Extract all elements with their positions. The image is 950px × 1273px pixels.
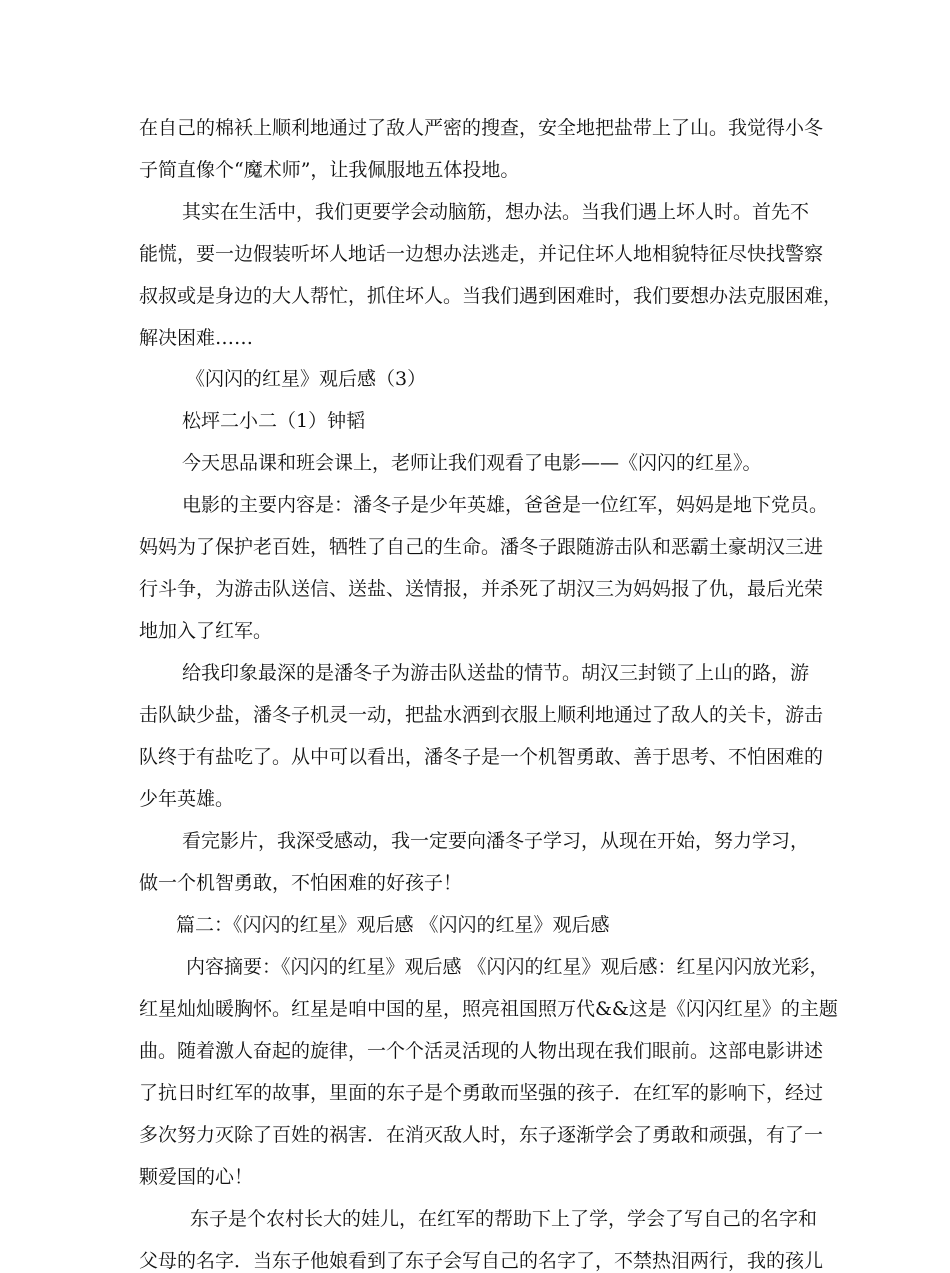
section-heading: 篇二：《闪闪的红星》观后感 《闪闪的红星》观后感 bbox=[176, 914, 610, 936]
text-line: 在自己的棉袄上顺利地通过了敌人严密的搜查，安全地把盐带上了山。我觉得小冬 bbox=[139, 117, 824, 139]
text-line: 其实在生活中，我们更要学会动脑筋，想办法。当我们遇上坏人时。首先不 bbox=[182, 201, 810, 223]
text-line: 父母的名字．当东子他娘看到了东子会写自己的名字了，不禁热泪两行，我的孩儿 bbox=[139, 1250, 824, 1272]
section-heading: 《闪闪的红星》观后感（3） bbox=[186, 368, 427, 390]
text-line: 颗爱国的心！ bbox=[139, 1166, 254, 1188]
text-line: 今天思品课和班会课上，老师让我们观看了电影——《闪闪的红星》。 bbox=[182, 452, 762, 474]
text-line: 东子是个农村长大的娃儿，在红军的帮助下上了学，学会了写自己的名字和 bbox=[190, 1208, 818, 1230]
text-line: 给我印象最深的是潘冬子为游击队送盐的情节。胡汉三封锁了上山的路，游 bbox=[182, 662, 810, 684]
text-line: 妈妈为了保护老百姓，牺牲了自己的生命。潘冬子跟随游击队和恶霸土豪胡汉三进 bbox=[139, 536, 824, 558]
text-line: 少年英雄。 bbox=[139, 788, 235, 810]
text-line: 做一个机智勇敢，不怕困难的好孩子！ bbox=[139, 872, 463, 894]
text-line: 地加入了红军。 bbox=[139, 620, 273, 642]
text-line: 曲。随着激人奋起的旋律，一个个活灵活现的人物出现在我们眼前。这部电影讲述 bbox=[139, 1040, 824, 1062]
text-line: 子简直像个“魔术师”，让我佩服地五体投地。 bbox=[139, 159, 520, 181]
text-line: 叔叔或是身边的大人帮忙，抓住坏人。当我们遇到困难时，我们要想办法克服困难， bbox=[139, 285, 843, 307]
text-line: 了抗日时红军的故事，里面的东子是个勇敢而坚强的孩子．在红军的影响下，经过 bbox=[139, 1082, 824, 1104]
text-line: 击队缺少盐，潘冬子机灵一动，把盐水洒到衣服上顺利地通过了敌人的关卡，游击 bbox=[139, 704, 824, 726]
text-line: 行斗争，为游击队送信、送盐、送情报，并杀死了胡汉三为妈妈报了仇，最后光荣 bbox=[139, 578, 824, 600]
text-line: 能慌，要一边假装听坏人地话一边想办法逃走，并记住坏人地相貌特征尽快找警察 bbox=[139, 243, 824, 265]
text-line: 红星灿灿暖胸怀。红星是咱中国的星，照亮祖国照万代&&这是《闪闪红星》的主题 bbox=[139, 998, 838, 1020]
text-line: 多次努力灭除了百姓的祸害．在消灭敌人时，东子逐渐学会了勇敢和顽强，有了一 bbox=[139, 1124, 824, 1146]
text-line: 看完影片，我深受感动，我一定要向潘冬子学习，从现在开始，努力学习， bbox=[182, 830, 810, 852]
author-line: 松坪二小二（1）钟韬 bbox=[182, 410, 366, 432]
text-line: 解决困难…… bbox=[139, 327, 254, 349]
text-line: 内容摘要：《闪闪的红星》观后感 《闪闪的红星》观后感：红星闪闪放光彩， bbox=[186, 956, 829, 978]
text-line: 电影的主要内容是：潘冬子是少年英雄，爸爸是一位红军，妈妈是地下党员。 bbox=[182, 494, 829, 516]
text-line: 队终于有盐吃了。从中可以看出，潘冬子是一个机智勇敢、善于思考、不怕困难的 bbox=[139, 746, 824, 768]
